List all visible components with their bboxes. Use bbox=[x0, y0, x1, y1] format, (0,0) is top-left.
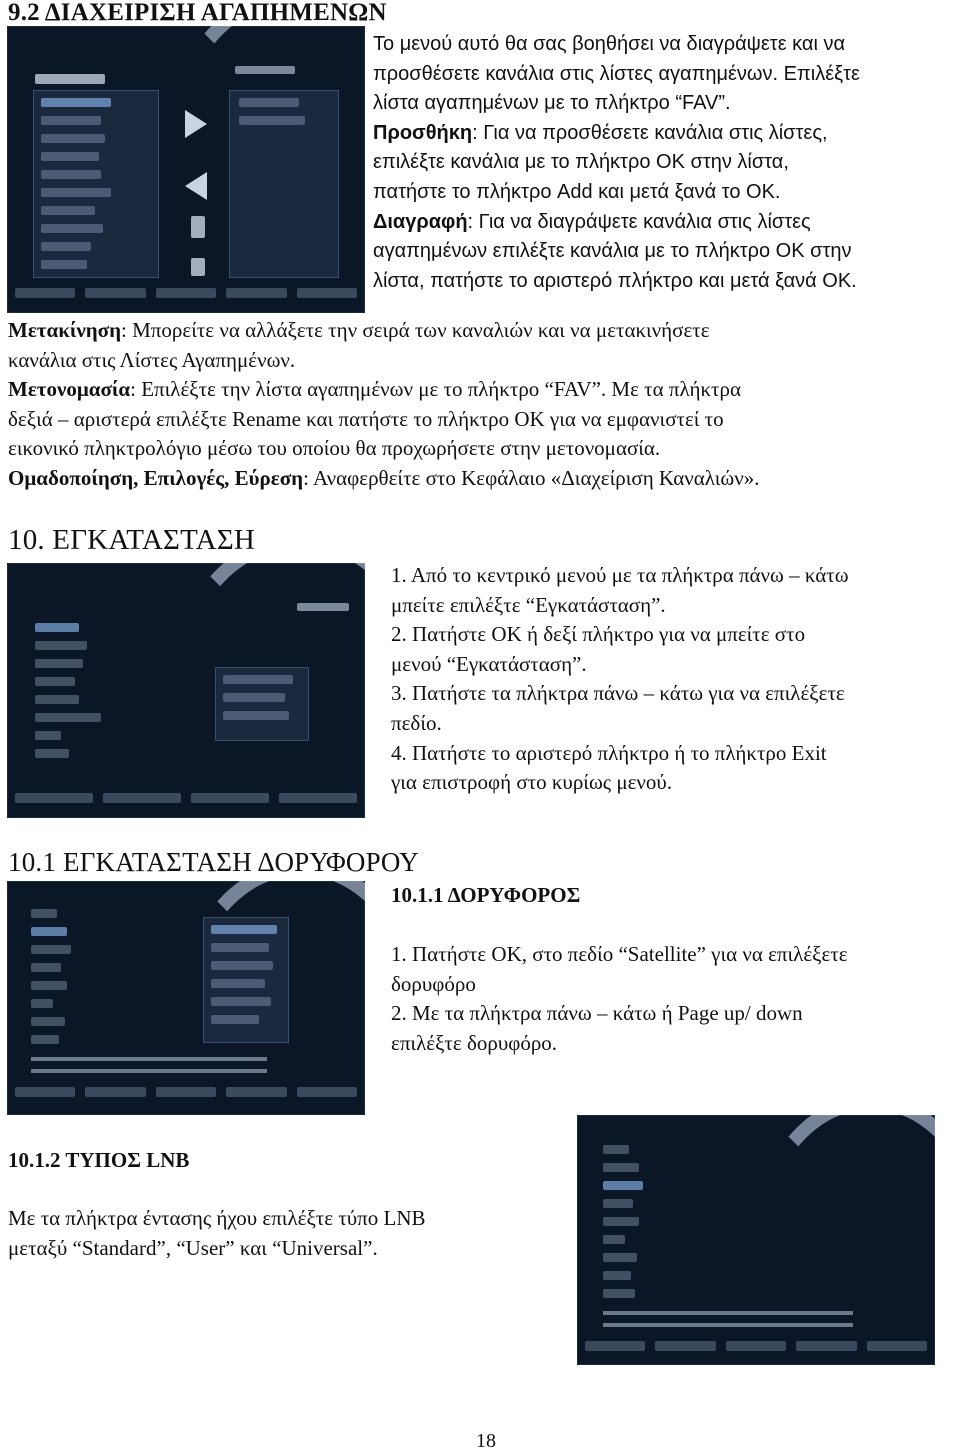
delete-line-2: αγαπημένων επιλέξτε κανάλια με το πλήκτρο ΟΚ στην bbox=[373, 240, 852, 263]
lnb-line-2: μεταξύ “Standard”, “User” και “Universal”. bbox=[8, 1235, 378, 1260]
rename-line-3: εικονικό πληκτρολόγιο μέσω του οποίου θα προχωρήσετε στην μετονομασία. bbox=[8, 436, 661, 461]
intro-line-3: λίστα αγαπημένων με το πλήκτρο “FAV”. bbox=[373, 92, 731, 115]
lnb-type-screenshot bbox=[577, 1115, 935, 1365]
install-step-line-5: 3. Πατήστε τα πλήκτρα πάνω – κάτω για να επιλέξετε bbox=[391, 681, 845, 706]
add-line-1: : Για να προσθέσετε κανάλια στις λίστες, bbox=[472, 121, 828, 144]
intro-line-2: προσθέσετε κανάλια στις λίστες αγαπημένων. Επιλέξτε bbox=[373, 62, 860, 85]
favorites-more-text bbox=[8, 316, 958, 494]
satellite-step-line-4: επιλέξτε δορυφόρο. bbox=[391, 1030, 558, 1055]
delete-label: Διαγραφή bbox=[373, 210, 468, 233]
satellite-subheading: 10.1.1 ΔΟΡΥΦΟΡΟΣ bbox=[391, 883, 581, 907]
lnb-description bbox=[8, 1204, 568, 1263]
rename-line-1: : Επιλέξτε την λίστα αγαπημένων με το πλήκτρο “FAV”. Με τα πλήκτρα bbox=[130, 377, 741, 402]
section-heading-9-2: 9.2 ΔΙΑΧΕΙΡΙΣΗ ΑΓΑΠΗΜΕΝΩΝ bbox=[8, 0, 387, 26]
install-step-line-1: 1. Από το κεντρικό μενού με τα πλήκτρα πάνω – κάτω bbox=[391, 563, 849, 587]
install-step-line-4: μενού “Εγκατάσταση”. bbox=[391, 651, 587, 676]
favorites-description bbox=[373, 30, 958, 296]
section-heading-10-1-2: 10.1.2 ΤΥΠΟΣ LNB bbox=[8, 1148, 190, 1172]
satellite-step-line-3: 2. Με τα πλήκτρα πάνω – κάτω ή Page up/ down bbox=[391, 1001, 803, 1026]
rename-line-2: δεξιά – αριστερά επιλέξτε Rename και πατήστε το πλήκτρο ΟΚ για να εμφανιστεί το bbox=[8, 406, 724, 431]
move-line-2: κανάλια στις Λίστες Αγαπημένων. bbox=[8, 347, 296, 372]
add-label: Προσθήκη bbox=[373, 121, 473, 144]
delete-line-1: : Για να διαγράψετε κανάλια στις λίστες bbox=[467, 210, 811, 233]
install-step-line-8: για επιστροφή στο κυρίως μενού. bbox=[391, 770, 673, 795]
move-label: Μετακίνηση bbox=[8, 318, 122, 342]
group-line: : Αναφερθείτε στο Κεφάλαιο «Διαχείριση Καναλιών». bbox=[303, 465, 760, 490]
install-step-line-6: πεδίο. bbox=[391, 710, 442, 735]
section-heading-10: 10. ΕΓΚΑΤΑΣΤΑΣΗ bbox=[8, 524, 256, 556]
install-step-line-7: 4. Πατήστε το αριστερό πλήκτρο ή το πλήκτρο Exit bbox=[391, 740, 827, 765]
install-step-line-2: μπείτε επιλέξτε “Εγκατάσταση”. bbox=[391, 592, 666, 617]
lnb-line-1: Με τα πλήκτρα έντασης ήχου επιλέξτε τύπο LNB bbox=[8, 1206, 426, 1230]
intro-line-1: Το μενού αυτό θα σας βοηθήσει να διαγράψετε και να bbox=[373, 33, 846, 55]
add-line-3: πατήστε το πλήκτρο Add και μετά ξανά το ΟΚ. bbox=[373, 180, 781, 203]
install-step-line-3: 2. Πατήστε ΟΚ ή δεξί πλήκτρο για να μπείτε στο bbox=[391, 622, 806, 647]
satellite-step-line-1: 1. Πατήστε ΟΚ, στο πεδίο “Satellite” για να επιλέξετε bbox=[391, 942, 848, 966]
delete-line-3: λίστα, πατήστε το αριστερό πλήκτρο και μετά ξανά ΟΚ. bbox=[373, 269, 857, 292]
installation-steps bbox=[391, 561, 960, 798]
satellite-screenshot bbox=[7, 881, 365, 1115]
add-line-2: επιλέξτε κανάλια με το πλήκτρο ΟΚ στην λίστα, bbox=[373, 151, 789, 174]
move-line-1: : Μπορείτε να αλλάξετε την σειρά των καναλιών και να μετακινήσετε bbox=[121, 318, 710, 342]
installation-menu-screenshot bbox=[7, 563, 365, 818]
group-label: Ομαδοποίηση, Επιλογές, Εύρεση bbox=[8, 465, 304, 490]
satellite-step-line-2: δορυφόρο bbox=[391, 971, 476, 996]
satellite-steps bbox=[391, 940, 960, 1058]
favorites-screenshot bbox=[7, 26, 365, 313]
rename-label: Μετονομασία bbox=[8, 377, 131, 402]
section-heading-10-1: 10.1 ΕΓΚΑΤΑΣΤΑΣΗ ΔΟΡΥΦΟΡΟΥ bbox=[8, 847, 419, 877]
page-number: 18 bbox=[476, 1430, 496, 1452]
